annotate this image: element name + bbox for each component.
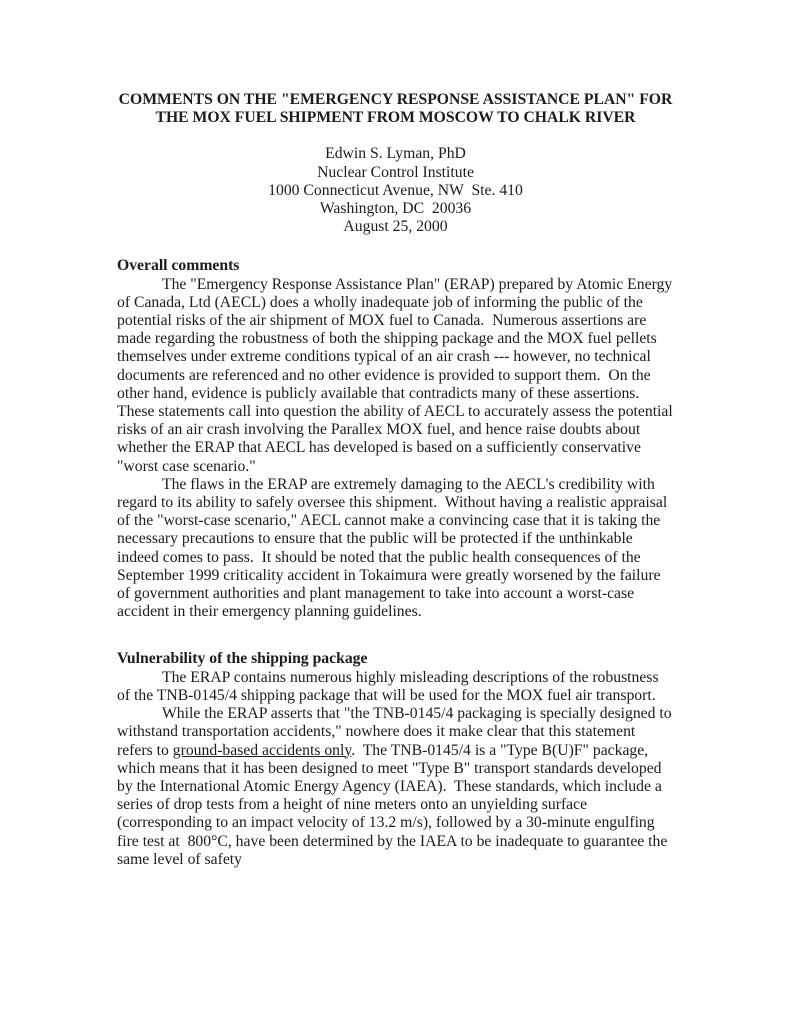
title-line-2: THE MOX FUEL SHIPMENT FROM MOSCOW TO CHALK RIVER	[155, 109, 636, 127]
paragraph-vulnerability-2	[117, 705, 674, 869]
paragraph-segment-after: . The TNB-0145/4 is a "Type B(U)F" package, which means that it has been designed to meet "Type B" transport standards developed by the International Atomic Energy Agency (IAEA). These standards, which include a series of drop tests from a height of nine meters onto an unyielding surface (corresponding to an impact velocity of 13.2 m/s), followed by a 30-minute engulfing fire test at 800°C, have been determined by the IAEA to be inadequate to guarantee the same level of safety	[117, 741, 672, 868]
document-title	[117, 91, 674, 127]
author-block	[117, 145, 674, 236]
paragraph-segment-before: While the ERAP asserts that "the TNB-0145/4 packaging is specially designed to withstand transportation accidents," nowhere does it make clear that this statement refers to	[117, 705, 676, 759]
section-heading-overall-comments: Overall comments	[117, 257, 240, 275]
author-city-state-zip: Washington, DC 20036	[319, 200, 472, 218]
author-address: 1000 Connecticut Avenue, NW Ste. 410	[268, 181, 523, 199]
author-organization: Nuclear Control Institute	[317, 163, 474, 181]
author-name: Edwin S. Lyman, PhD	[325, 145, 466, 163]
underlined-phrase: ground-based accidents only	[172, 741, 352, 759]
title-line-1: COMMENTS ON THE "EMERGENCY RESPONSE ASSISTANCE PLAN" FOR	[118, 91, 673, 108]
paragraph-overall-2: The flaws in the ERAP are extremely damaging to the AECL's credibility with regard to its ability to safely oversee this shipment. Without having a realistic appraisal of the "worst-case scenario," AECL cannot make a convincing case that it is taking the necessary precautions to ensure that the public will be protected if the unthinkable indeed comes to pass. It should be noted that the public health consequences of the September 1999 criticality accident in Tokaimura were greatly worsened by the failure of government authorities and plant management to take into account a worst-case accident in their emergency planning guidelines.	[117, 475, 672, 621]
paragraph-vulnerability-1: The ERAP contains numerous highly misleading descriptions of the robustness of the TNB-0145/4 shipping package that will be used for the MOX fuel air transport.	[117, 668, 663, 704]
document-date: August 25, 2000	[343, 218, 448, 236]
paragraph-overall-1: The "Emergency Response Assistance Plan" (ERAP) prepared by Atomic Energy of Canada, Ltd (AECL) does a wholly inadequate job of informing the public of the potential risks of the air shipment of MOX fuel to Canada. Numerous assertions are made regarding the robustness of both the shipping package and the MOX fuel pellets themselves under extreme conditions typical of an air crash --- however, no technical documents are referenced and no other evidence is provided to support them. On the other hand, evidence is publicly available that contradicts many of these assertions. These statements call into question the ability of AECL to accurately assess the potential risks of an air crash involving the Parallex MOX fuel, and hence raise doubts about whether the ERAP that AECL has developed is based on a sufficiently conservative "worst case scenario."	[117, 275, 677, 475]
section-heading-vulnerability: Vulnerability of the shipping package	[117, 650, 368, 668]
document-content	[117, 91, 677, 869]
